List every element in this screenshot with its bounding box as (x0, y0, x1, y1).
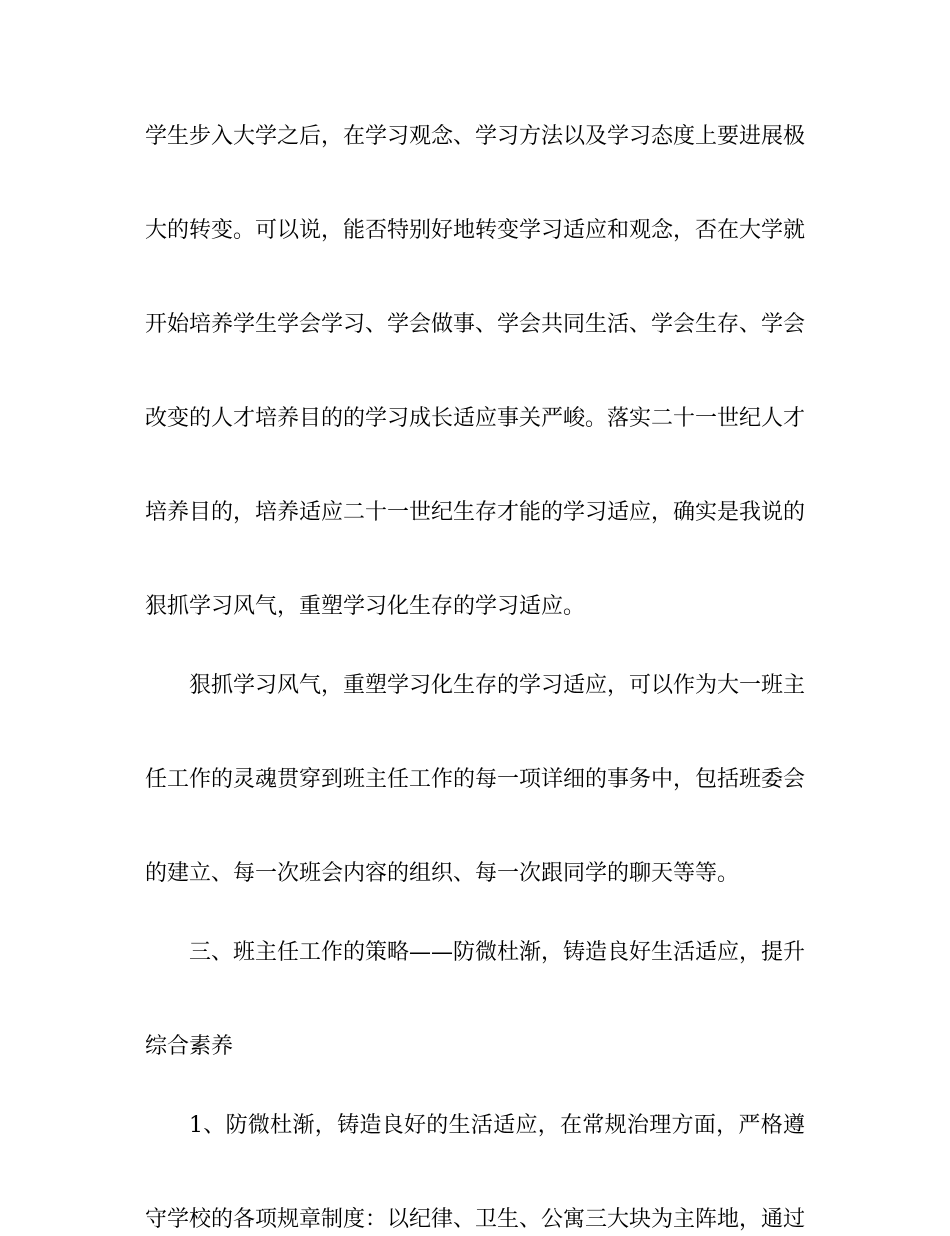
text-line: 改变的人才培养目的的学习成长适应事关严峻。落实二十一世纪人才 (145, 406, 806, 431)
text-line: 守学校的各项规章制度：以纪律、卫生、公寓三大块为主阵地，通过 (145, 1207, 806, 1232)
text-line: 1、防微杜渐，铸造良好的生活适应，在常规治理方面，严格遵 (189, 1113, 805, 1138)
text-line: 任工作的灵魂贯穿到班主任工作的每一项详细的事务中，包括班委会 (145, 767, 806, 792)
section-heading: 三、班主任工作的策略——防微杜渐，铸造良好生活适应，提升 (189, 940, 806, 965)
text-line: 学生步入大学之后，在学习观念、学习方法以及学习态度上要进展极 (145, 124, 806, 149)
text-line: 大的转变。可以说，能否特别好地转变学习适应和观念，否在大学就 (145, 218, 806, 243)
text-line: 的建立、每一次班会内容的组织、每一次跟同学的聊天等等。 (145, 861, 740, 886)
text-line: 狠抓学习风气，重塑学习化生存的学习适应，可以作为大一班主 (189, 673, 806, 698)
text-line: 开始培养学生学会学习、学会做事、学会共同生活、学会生存、学会 (145, 312, 806, 337)
section-heading-continued: 综合素养 (145, 1034, 234, 1059)
document-body (145, 120, 805, 1236)
text-line: 狠抓学习风气，重塑学习化生存的学习适应。 (145, 594, 586, 619)
text-line: 培养目的，培养适应二十一世纪生存才能的学习适应，确实是我说的 (145, 500, 806, 525)
